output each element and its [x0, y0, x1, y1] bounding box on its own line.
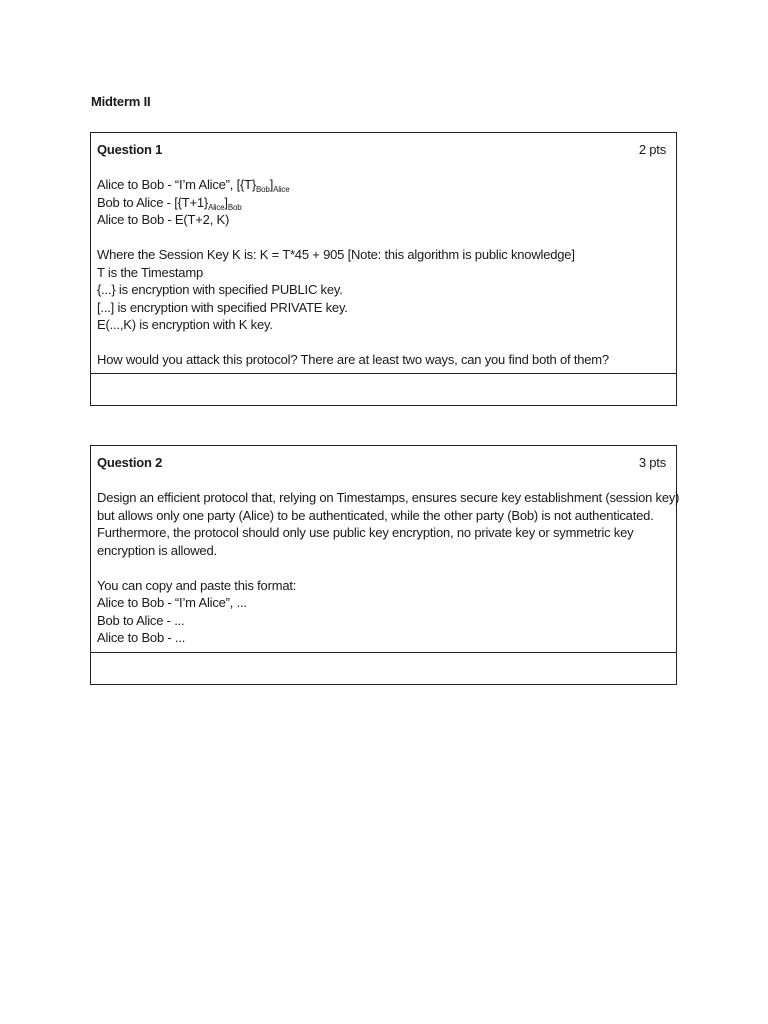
- question-2-points: 3 pts: [638, 455, 666, 470]
- note-line: {...} is encryption with specified PUBLIC key.: [97, 282, 343, 297]
- format-line: Alice to Bob - “I’m Alice”, ...: [97, 595, 247, 610]
- format-line: Bob to Alice - ...: [97, 612, 185, 628]
- question-2-header: [97, 454, 666, 472]
- description-line: encryption is allowed.: [97, 542, 217, 558]
- note-line: E(...,K) is encryption with K key.: [97, 317, 273, 332]
- question-2-box: [90, 445, 680, 685]
- protocol-step-1: Alice to Bob - “I’m Alice”, $[\{T\}_{Bob}]_{Alice}$: [97, 177, 290, 194]
- format-intro: You can copy and paste this format:: [97, 577, 297, 593]
- protocol-step-2: Bob to Alice - $[\{T+1\}_{Alice}]_{Bob}$: [97, 194, 242, 212]
- question-1-body: [91, 133, 676, 369]
- question-1-answer-field[interactable]: [91, 373, 676, 405]
- question-2-title: Question 2: [97, 455, 163, 470]
- note-line: T is the Timestamp: [97, 264, 203, 280]
- note-line: Where the Session Key K is: K = T*45 + 905 [Note: this algorithm is public knowledge]: [97, 247, 575, 262]
- question-1-header: [97, 141, 666, 159]
- note-line: [...] is encryption with specified PRIVATE key.: [97, 299, 348, 315]
- description-line: Design an efficient protocol that, relying on Timestamps, ensures secure key establishment (session key): [97, 490, 680, 505]
- description-line: but allows only one party (Alice) to be authenticated, while the other party (Bob) is not authenticated.: [97, 507, 654, 523]
- question-2-body: [91, 446, 680, 647]
- question-2-answer-field[interactable]: [91, 652, 676, 684]
- question-1-title: Question 1: [97, 142, 163, 157]
- question-1-box: [90, 132, 677, 406]
- description-line: Furthermore, the protocol should only use public key encryption, no private key or symmetric key: [97, 525, 634, 540]
- question-1-points: 2 pts: [638, 142, 666, 157]
- protocol-step-3: Alice to Bob - E(T+2, K): [97, 212, 230, 227]
- question-1-prompt: How would you attack this protocol? There are at least two ways, can you find both of them?: [97, 352, 609, 367]
- page-title: Midterm II: [91, 94, 151, 109]
- format-line: Alice to Bob - ...: [97, 630, 186, 645]
